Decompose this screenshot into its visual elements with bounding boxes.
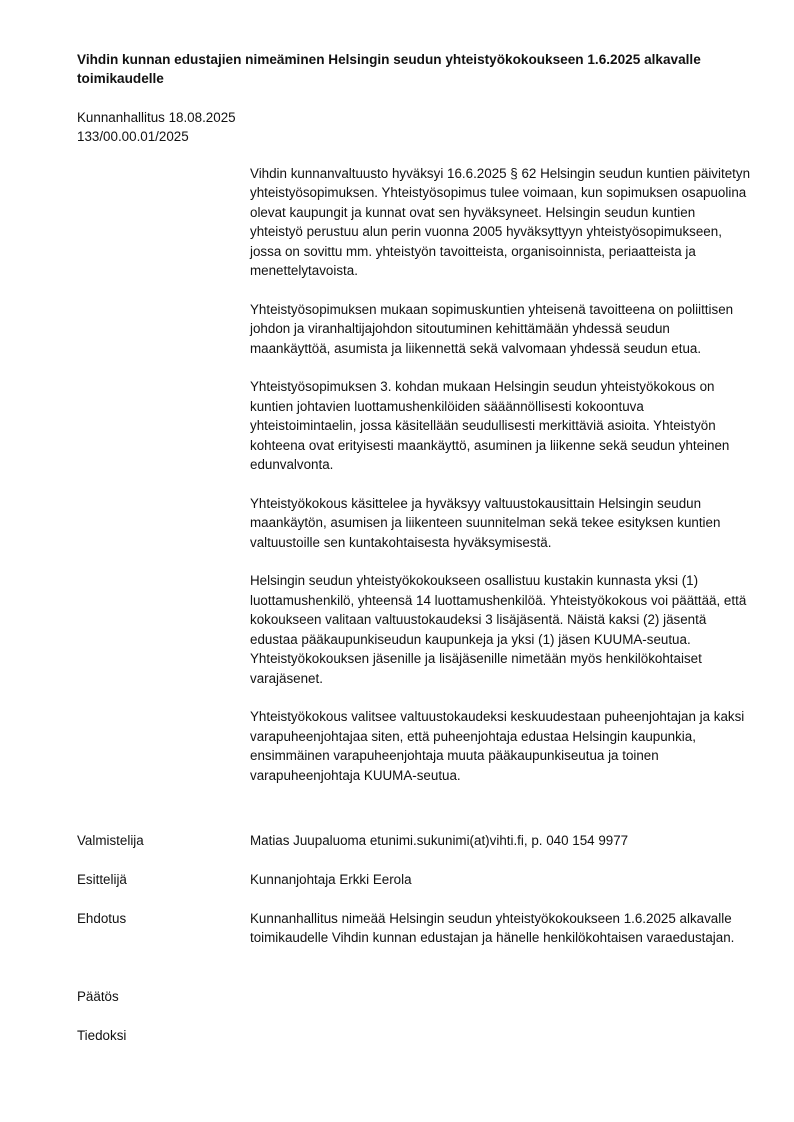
paragraph: Yhteistyökokous valitsee valtuustokaudeksi keskuudestaan puheenjohtajan ja kaksi varapuheenjohtajaa siten, että puheenjohtaja edustaa Helsingin kaupunkia, ensimmäinen varapuheenjohtaja muuta pääkaupunkiseutua ja toinen varapuheenjohtaja KUUMA-seutua. xyxy=(250,709,745,783)
paragraph: Yhteistyökokous käsittelee ja hyväksyy valtuustokausittain Helsingin seudun maankäytön, asumisen ja liikenteen suunnitelman sekä tekee esityksen kuntien valtuustoille sen kuntakohtaisesta hyväksymisestä. xyxy=(250,495,721,550)
tiedoksi-label: Tiedoksi xyxy=(77,1028,127,1043)
esittelija-value: Kunnanjohtaja Erkki Eerola xyxy=(250,872,412,887)
paragraph: Yhteistyösopimuksen mukaan sopimuskuntien yhteisenä tavoitteena on poliittisen johdon ja viranhaltijajohdon sitoutuminen kehittämään yhdessä seudun maankäyttöä, asumista ja liikennettä sekä valvomaan yhdessä seudun etua. xyxy=(250,301,734,356)
document-title: Vihdin kunnan edustajien nimeäminen Helsingin seudun yhteistyökokoukseen 1.6.2025 alkavalle toimikaudelle xyxy=(77,52,701,87)
valmistelija-value: Matias Juupaluoma etunimi.sukunimi(at)vihti.fi, p. 040 154 9977 xyxy=(250,833,629,848)
esittelija-label: Esittelijä xyxy=(77,872,127,887)
paragraph: Helsingin seudun yhteistyökokoukseen osallistuu kustakin kunnasta yksi (1) luottamushenkilö, yhteensä 14 luottamushenkilöä. Yhteistyökokous voi päättää, että kokoukseen valitaan valtuustokaudeksi 3 lisäjäsentä. Näistä kaksi (2) jäsentä edustaa pääkaupunkiseudun kaupunkeja ja yksi (1) jäsen KUUMA-seutua. Yhteistyökokouksen jäsenille ja lisäjäsenille nimetään myös henkilökohtaiset varajäsenet. xyxy=(250,573,747,686)
paragraph: Yhteistyösopimuksen 3. kohdan mukaan Helsingin seudun yhteistyökokous on kuntien johtavien luottamushenkilöiden sääännöllisesti kokoontuva yhteistoimintaelin, jossa käsitellään seudullisesti merkittäviä asioita. Yhteistyön kohteena ovat erityisesti maankäyttö, asuminen ja liikenne sekä seudun yhteinen edunvalvonta. xyxy=(250,379,730,473)
paatos-label: Päätös xyxy=(77,989,119,1004)
record-number: 133/00.00.01/2025 xyxy=(77,129,189,145)
paragraph: Vihdin kunnanvaltuusto hyväksyi 16.6.2025 § 62 Helsingin seudun kuntien päivitetyn yhteistyösopimuksen. Yhteistyösopimus tulee voimaan, kun sopimuksen osapuolina olevat kaupungit ja kunnat ovat sen hyväksyneet. Helsingin seudun kuntien yhteistyö perustuu alun perin vuonna 2005 hyväksyttyyn yhteistyösopimukseen, jossa on sovittu mm. yhteistyön tavoitteista, organisoinnista, periaatteista ja menettelytavoista. xyxy=(250,166,751,279)
ehdotus-value: Kunnanhallitus nimeää Helsingin seudun yhteistyökokoukseen 1.6.2025 alkavalle toimikaudelle Vihdin kunnan edustajan ja hänelle henkilökohtaisen varaedustajan. xyxy=(250,911,735,946)
ehdotus-label: Ehdotus xyxy=(77,911,127,926)
meeting-info xyxy=(77,108,236,147)
background-text xyxy=(250,164,750,804)
valmistelija-label: Valmistelija xyxy=(77,833,144,848)
meeting-name: Kunnanhallitus 18.08.2025 xyxy=(77,110,236,125)
